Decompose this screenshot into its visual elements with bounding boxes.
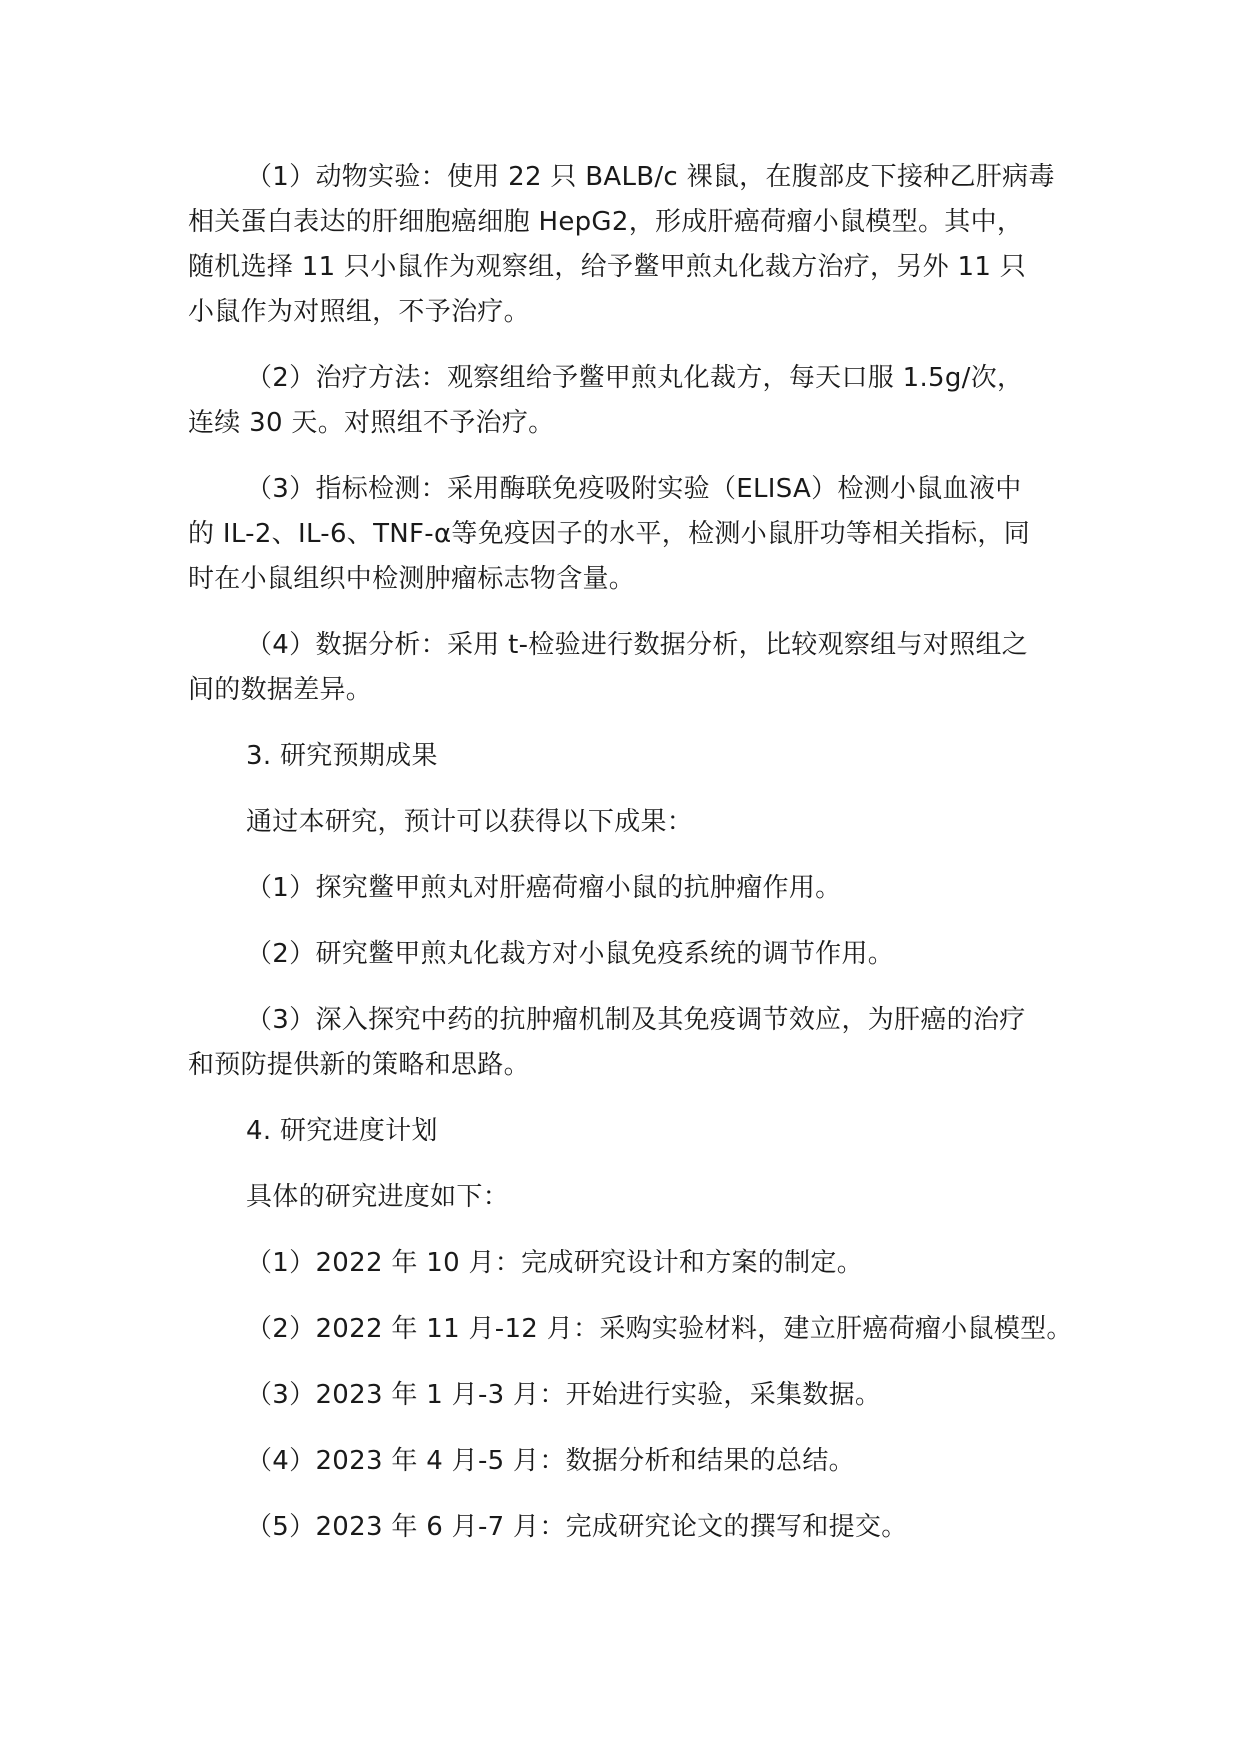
- text-line: 和预防提供新的策略和思路。: [188, 1050, 530, 1080]
- text-line: （2）治疗方法：观察组给予鳖甲煎丸化裁方，每天口服 1.5g/次，: [246, 363, 1024, 393]
- paragraph-results-intro: [188, 800, 1068, 845]
- text-line: 的 IL-2、IL-6、TNF-α等免疫因子的水平，检测小鼠肝功等相关指标，同: [188, 519, 1031, 549]
- section-heading-expected-results: [188, 734, 1068, 779]
- paragraph-treatment-method: [188, 356, 1068, 446]
- text-line: 相关蛋白表达的肝细胞癌细胞 HepG2，形成肝癌荷瘤小鼠模型。其中，: [188, 207, 1024, 237]
- text-line: （2）研究鳖甲煎丸化裁方对小鼠免疫系统的调节作用。: [246, 939, 895, 969]
- text-line: （3）2023 年 1 月-3 月：开始进行实验，采集数据。: [246, 1380, 882, 1410]
- text-line: （1）2022 年 10 月：完成研究设计和方案的制定。: [246, 1248, 863, 1278]
- list-item-schedule-1: [188, 1241, 1068, 1286]
- text-line: （2）2022 年 11 月-12 月：采购实验材料，建立肝癌荷瘤小鼠模型。: [246, 1314, 1073, 1344]
- paragraph-index-detection: [188, 467, 1068, 602]
- list-item-result-3: [188, 998, 1068, 1088]
- heading-text: 3. 研究预期成果: [246, 741, 438, 771]
- text-line: 通过本研究，预计可以获得以下成果：: [246, 807, 694, 837]
- list-item-schedule-4: [188, 1439, 1068, 1484]
- list-item-schedule-3: [188, 1373, 1068, 1418]
- text-line: （4）数据分析：采用 t-检验进行数据分析，比较观察组与对照组之: [246, 630, 1028, 660]
- text-line: 具体的研究进度如下：: [246, 1182, 510, 1212]
- text-line: 小鼠作为对照组，不予治疗。: [188, 297, 530, 327]
- text-line: 间的数据差异。: [188, 675, 373, 705]
- text-line: （5）2023 年 6 月-7 月：完成研究论文的撰写和提交。: [246, 1512, 908, 1542]
- text-line: 时在小鼠组织中检测肿瘤标志物含量。: [188, 564, 636, 594]
- text-line: 连续 30 天。对照组不予治疗。: [188, 408, 555, 438]
- heading-text: 4. 研究进度计划: [246, 1116, 438, 1146]
- list-item-schedule-2: [188, 1307, 1073, 1352]
- paragraph-animal-experiment: [188, 155, 1068, 335]
- text-line: （3）指标检测：采用酶联免疫吸附实验（ELISA）检测小鼠血液中: [246, 474, 1022, 504]
- list-item-schedule-5: [188, 1505, 1068, 1550]
- list-item-result-2: [188, 932, 1068, 977]
- text-line: （1）探究鳖甲煎丸对肝癌荷瘤小鼠的抗肿瘤作用。: [246, 873, 842, 903]
- text-line: （4）2023 年 4 月-5 月：数据分析和结果的总结。: [246, 1446, 855, 1476]
- paragraph-schedule-intro: [188, 1175, 1068, 1220]
- text-line: 随机选择 11 只小鼠作为观察组，给予鳖甲煎丸化裁方治疗，另外 11 只: [188, 252, 1027, 282]
- document-page: [188, 155, 1073, 1571]
- text-line: （3）深入探究中药的抗肿瘤机制及其免疫调节效应，为肝癌的治疗: [246, 1005, 1026, 1035]
- list-item-result-1: [188, 866, 1068, 911]
- section-heading-schedule: [188, 1109, 1068, 1154]
- text-line: （1）动物实验：使用 22 只 BALB/c 裸鼠，在腹部皮下接种乙肝病毒: [246, 162, 1055, 192]
- paragraph-data-analysis: [188, 623, 1068, 713]
